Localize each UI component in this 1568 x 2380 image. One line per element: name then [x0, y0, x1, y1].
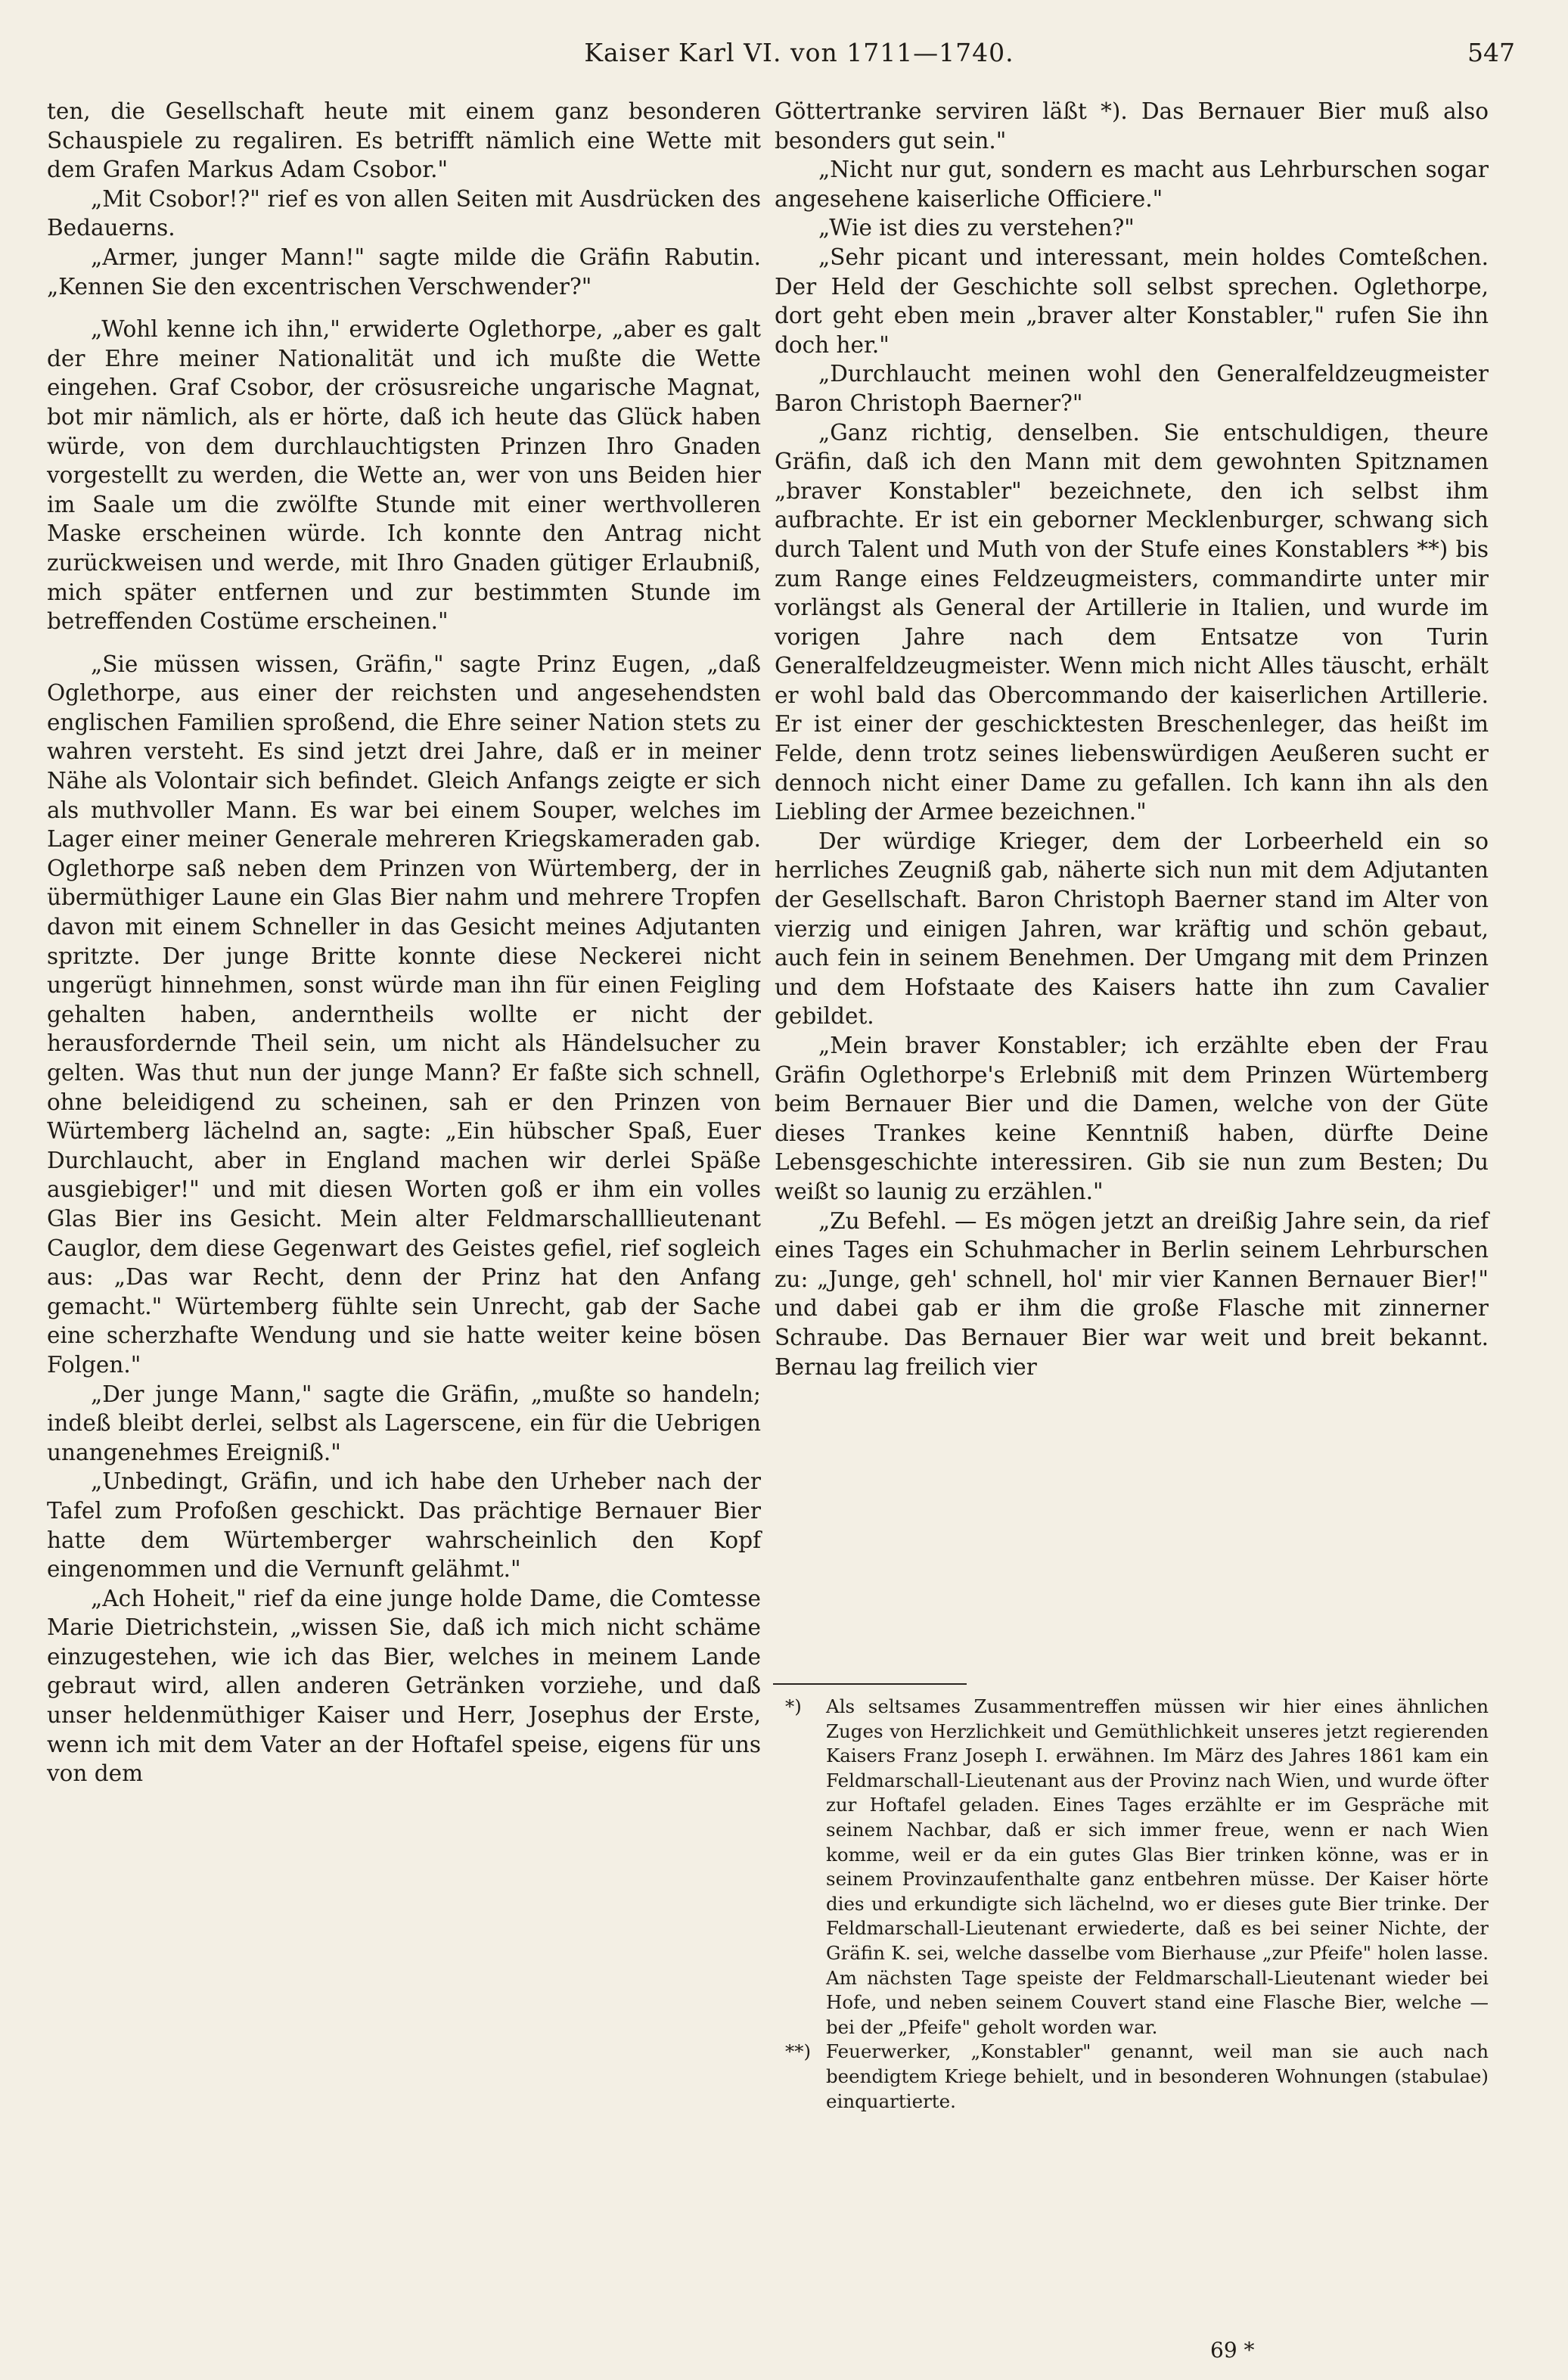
footnote-text: Als seltsames Zusammentreffen müssen wir hier eines ähnlichen Zuges von Herzlichkeit und Gemüthlichkeit unseres jetzt regierenden Kaisers Franz Joseph I. erwähnen. Im März des Jahres 1861 kam ein Feldmarschall-Lieutenant aus der Provinz nach Wien, und wurde öfter zur Hoftafel geladen. Eines Tages erzählte er im Gespräche mit seinem Nachbar, daß er sich immer freue, wenn er nach Wien komme, weil er da ein gutes Glas Bier trinken könne, was er in seinem Provinzaufenthalte ganz entbehren müsse. Der Kaiser hörte dies und erkundigte sich lächelnd, wo er dieses gute Bier trinke. Der Feldmarschall-Lieutenant erwiederte, daß es bei seiner Nichte, der Gräfin K. sei, welche dasselbe vom Bierhause „zur Pfeife" holen lasse. Am nächsten Tage speiste der Feldmarschall-Lieutenant wieder bei Hofe, und neben seinem Couvert stand eine Flasche Bier, welche — bei der „Pfeife" geholt worden war. — [826, 1695, 1489, 2038]
paragraph: „Zu Befehl. — Es mögen jetzt an dreißig Jahre sein, da rief eines Tages ein Schuhmacher in Berlin seinem Lehrburschen zu: „Junge, geh' schnell, hol' mir vier Kannen Bernauer Bier!" und dabei gab er ihm die große Flasche mit zinnerner Schraube. Das Bernauer Bier war weit und breit bekannt. Bernau lag freilich vier — [775, 1207, 1489, 1380]
footnotes — [775, 1695, 1489, 2114]
left-column — [47, 97, 761, 1788]
paragraph: „Ganz richtig, denselben. Sie entschuldigen, theure Gräfin, daß ich den Mann mit dem gewohnten Spitznamen „braver Konstabler" bezeichnete, den ich selbst ihm aufbrachte. Er ist ein geborner Mecklenburger, schwang sich durch Talent und Muth von der Stufe eines Konstablers **) bis zum Range eines Feldzeugmeisters, commandirte unter mir vorlängst als General der Artillerie in Italien, und wurde im vorigen Jahre nach dem Entsatze von Turin Generalfeldzeugmeister. Wenn mich nicht Alles täuscht, erhält er wohl bald das Obercommando der kaiserlichen Artillerie. Er ist einer der geschicktesten Breschenleger, das heißt im Felde, denn trotz seines liebenswürdigen Aeußeren sucht er dennoch nicht einer Dame zu gefallen. Ich kann ihn als den Liebling der Armee bezeichnen." — [775, 419, 1489, 825]
paragraph: ten, die Gesellschaft heute mit einem ganz besonderen Schauspiele zu regaliren. Es betrifft nämlich eine Wette mit dem Grafen Markus Adam Csobor." — [47, 98, 761, 183]
running-title: Kaiser Karl VI. von 1711—1740. — [584, 38, 1014, 67]
paragraph: „Der junge Mann," sagte die Gräfin, „mußte so handeln; indeß bleibt derlei, selbst als Lagerscene, ein für die Uebrigen unangenehmes Ereigniß." — [47, 1381, 761, 1465]
footnote-mark: *) — [785, 1695, 802, 1717]
paragraph: „Sie müssen wissen, Gräfin," sagte Prinz Eugen, „daß Oglethorpe, aus einer der reichsten und angesehendsten englischen Familien sproßend, die Ehre seiner Nation stets zu wahren versteht. Es sind jetzt drei Jahre, daß er in meiner Nähe als Volontair sich befindet. Gleich Anfangs zeigte er sich als muthvoller Mann. Es war bei einem Souper, welches im Lager einer meiner Generale mehreren Kriegskameraden gab. Oglethorpe saß neben dem Prinzen von Würtemberg, der in übermüthiger Laune ein Glas Bier nahm und mehrere Tropfen davon mit einem Schneller in das Gesicht meines Adjutanten spritzte. Der junge Britte konnte diese Neckerei nicht ungerügt hinnehmen, sonst würde man ihn für einen Feigling gehalten haben, anderntheils wollte er nicht der herausfordernde Theil sein, um nicht als Händelsucher zu gelten. Was thut nun der junge Mann? Er faßte sich schnell, ohne beleidigend zu scheinen, sah er den Prinzen von Würtemberg lächelnd an, sagte: „Ein hübscher Spaß, Euer Durchlaucht, aber in England machen wir derlei Späße ausgiebiger!" und mit diesen Worten goß er ihm ein volles Glas Bier ins Gesicht. Mein alter Feldmarschalllieutenant Cauglor, dem diese Gegenwart des Geistes gefiel, rief sogleich aus: „Das war Recht, denn der Prinz hat den Anfang gemacht." Würtemberg fühlte sein Unrecht, gab der Sache eine scherzhafte Wendung und sie hatte weiter keine bösen Folgen." — [47, 651, 761, 1378]
footnote-mark: **) — [785, 2040, 812, 2063]
paragraph: Göttertranke serviren läßt *). Das Bernauer Bier muß also besonders gut sein." — [775, 98, 1489, 154]
paragraph: „Unbedingt, Gräfin, und ich habe den Urheber nach der Tafel zum Profoßen geschickt. Das prächtige Bernauer Bier hatte dem Würtemberger wahrscheinlich den Kopf eingenommen und die Vernunft gelähmt." — [47, 1468, 761, 1583]
right-column — [775, 97, 1489, 1381]
footnote — [775, 2040, 1489, 2114]
paragraph: „Durchlaucht meinen wohl den Generalfeldzeugmeister Baron Christoph Baerner?" — [775, 361, 1489, 416]
paragraph: „Sehr picant und interessant, mein holdes Comteßchen. Der Held der Geschichte soll selbst sprechen. Oglethorpe, dort geht eben mein „braver alter Konstabler," rufen Sie ihn doch her." — [775, 244, 1489, 358]
signature-mark: 69 * — [1210, 2338, 1255, 2363]
page-header — [83, 33, 1515, 79]
paragraph: Der würdige Krieger, dem der Lorbeerheld ein so herrliches Zeugniß gab, näherte sich nun mit dem Adjutanten der Gesellschaft. Baron Christoph Baerner stand im Alter von vierzig und einigen Jahren, war kräftig und schön gebaut, auch fein in seinem Benehmen. Der Umgang mit dem Prinzen und dem Hofstaate des Kaisers hatte ihn zum Cavalier gebildet. — [775, 828, 1489, 1030]
footnote — [775, 1695, 1489, 2040]
paragraph: „Wohl kenne ich ihn," erwiderte Oglethorpe, „aber es galt der Ehre meiner Nationalität und ich mußte die Wette eingehen. Graf Csobor, der crösusreiche ungarische Magnat, bot mir nämlich, als er hörte, daß ich heute das Glück haben würde, von dem durchlauchtigsten Prinzen Ihro Gnaden vorgestellt zu werden, die Wette an, wer von uns Beiden hier im Saale um die zwölfte Stunde mit einer werthvolleren Maske erscheinen würde. Ich konnte den Antrag nicht zurückweisen und werde, mit Ihro Gnaden gütiger Erlaubniß, mich später entfernen und zur bestimmten Stunde im betreffenden Costüme erscheinen." — [47, 316, 761, 635]
paragraph: „Armer, junger Mann!" sagte milde die Gräfin Rabutin. „Kennen Sie den excentrischen Verschwender?" — [47, 244, 761, 300]
paragraph: „Ach Hoheit," rief da eine junge holde Dame, die Comtesse Marie Dietrichstein, „wissen Sie, daß ich mich nicht schäme einzugestehen, wie ich das Bier, welches in meinem Lande gebraut wird, allen anderen Getränken vorziehe, und daß unser heldenmüthiger Kaiser und Herr, Josephus der Erste, wenn ich mit dem Vater an der Hoftafel speise, eigens für uns von dem — [47, 1585, 761, 1787]
paragraph: „Wie ist dies zu verstehen?" — [818, 215, 1135, 241]
paragraph: „Nicht nur gut, sondern es macht aus Lehrburschen sogar angesehene kaiserliche Officiere." — [775, 157, 1489, 212]
footnote-divider — [773, 1683, 967, 1685]
footnote-text: Feuerwerker, „Konstabler" genannt, weil man sie auch nach beendigtem Kriege behielt, und in besonderen Wohnungen (stabulae) einquartierte. — [826, 2040, 1489, 2112]
paragraph: „Mein braver Konstabler; ich erzählte eben der Frau Gräfin Oglethorpe's Erlebniß mit dem Prinzen Würtemberg beim Bernauer Bier und die Damen, welche von der Güte dieses Trankes keine Kenntniß haben, dürfte Deine Lebensgeschichte interessiren. Gib sie nun zum Besten; Du weißt so launig zu erzählen." — [775, 1033, 1489, 1204]
page-number: 547 — [1467, 38, 1515, 67]
paragraph: „Mit Csobor!?" rief es von allen Seiten mit Ausdrücken des Bedauerns. — [47, 185, 761, 241]
